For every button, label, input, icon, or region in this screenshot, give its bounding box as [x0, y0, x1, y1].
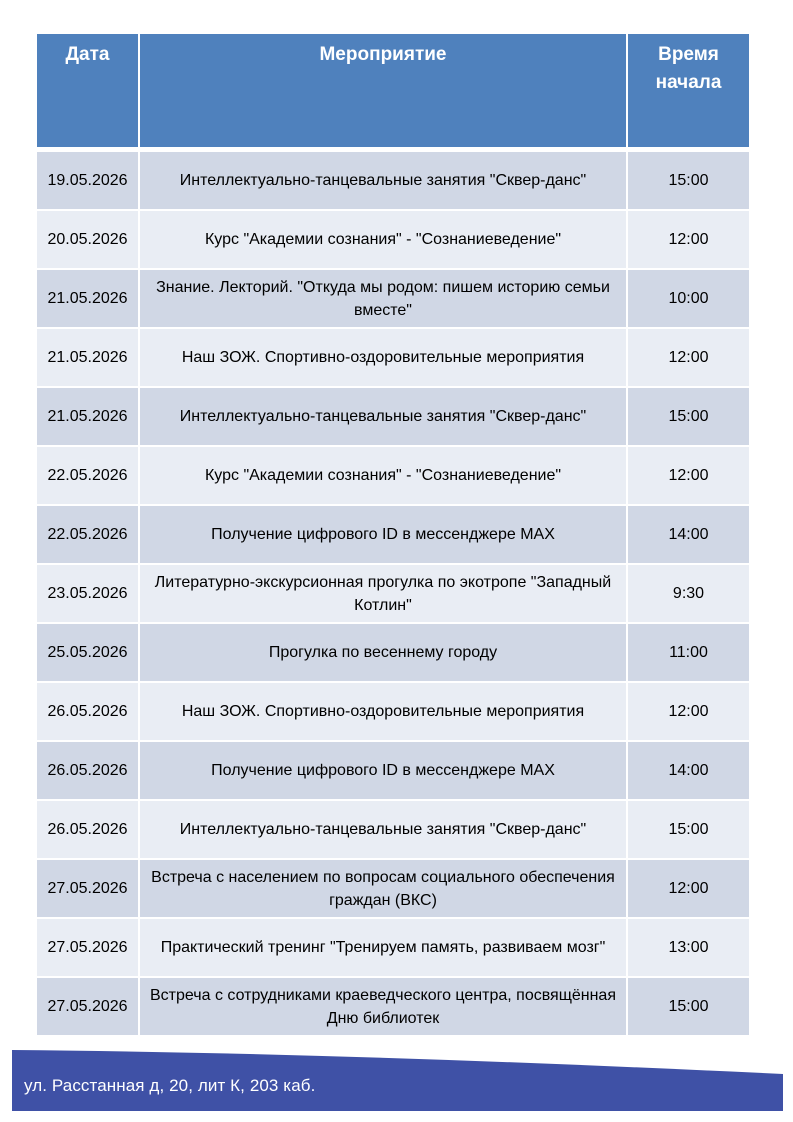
cell-time: 15:00 [668, 998, 709, 1015]
cell-date: 21.05.2026 [37, 388, 140, 445]
cell-event: Знание. Лекторий. "Откуда мы родом: пишем историю семьи вместе" [140, 270, 628, 327]
cell-time: 12:00 [668, 349, 709, 366]
header-time-line1: Время [658, 44, 719, 65]
cell-event: Встреча с населением по вопросам социального обеспечения граждан (ВКС) [140, 860, 628, 917]
cell-event: Получение цифрового ID в мессенджере MAX [140, 506, 628, 563]
cell-time: 10:00 [668, 290, 709, 307]
cell-date: 26.05.2026 [37, 683, 140, 740]
cell-date: 27.05.2026 [37, 919, 140, 976]
cell-date: 26.05.2026 [37, 801, 140, 858]
cell-date: 22.05.2026 [37, 506, 140, 563]
header-event: Мероприятие [140, 34, 628, 147]
table-row [37, 386, 749, 445]
table-header [37, 34, 749, 150]
cell-time: 15:00 [668, 408, 709, 425]
table-row [37, 268, 749, 327]
table-row [37, 327, 749, 386]
cell-event: Прогулка по весеннему городу [140, 624, 628, 681]
table-row [37, 563, 749, 622]
cell-date: 21.05.2026 [37, 270, 140, 327]
table-row [37, 917, 749, 976]
cell-date: 22.05.2026 [37, 447, 140, 504]
cell-date: 27.05.2026 [37, 978, 140, 1035]
cell-time: 12:00 [668, 880, 709, 897]
cell-time: 13:00 [668, 939, 709, 956]
cell-event: Интеллектуально-танцевальные занятия "Сквер-данс" [140, 152, 628, 209]
cell-time: 14:00 [668, 526, 709, 543]
table-row [37, 445, 749, 504]
cell-event: Наш ЗОЖ. Спортивно-оздоровительные мероприятия [140, 683, 628, 740]
table-body [37, 150, 749, 1035]
header-date: Дата [37, 34, 140, 147]
cell-time: 11:00 [669, 644, 708, 661]
table-row [37, 976, 749, 1035]
cell-time: 15:00 [668, 172, 709, 189]
cell-event: Встреча с сотрудниками краеведческого центра, посвящённая Дню библиотек [140, 978, 628, 1035]
header-time-line2: начала [655, 72, 722, 93]
cell-date: 21.05.2026 [37, 329, 140, 386]
cell-event: Интеллектуально-танцевальные занятия "Сквер-данс" [140, 388, 628, 445]
cell-time: 12:00 [668, 703, 709, 720]
table-row [37, 504, 749, 563]
table-row [37, 150, 749, 209]
cell-date: 26.05.2026 [37, 742, 140, 799]
footer-address: ул. Расстанная д, 20, лит К, 203 каб. [24, 1076, 316, 1095]
cell-event: Получение цифрового ID в мессенджере MAX [140, 742, 628, 799]
cell-event: Наш ЗОЖ. Спортивно-оздоровительные мероприятия [140, 329, 628, 386]
table-row [37, 858, 749, 917]
cell-date: 25.05.2026 [37, 624, 140, 681]
cell-time: 14:00 [668, 762, 709, 779]
cell-event: Практический тренинг "Тренируем память, развиваем мозг" [140, 919, 628, 976]
table-row [37, 681, 749, 740]
schedule-table [37, 34, 749, 1035]
table-row [37, 740, 749, 799]
cell-date: 27.05.2026 [37, 860, 140, 917]
cell-time: 15:00 [668, 821, 709, 838]
table-row [37, 799, 749, 858]
cell-time: 12:00 [668, 231, 709, 248]
cell-event: Курс "Академии сознания" - "Сознаниеведение" [140, 211, 628, 268]
cell-event: Курс "Академии сознания" - "Сознаниеведение" [140, 447, 628, 504]
cell-time: 12:00 [668, 467, 709, 484]
table-row [37, 209, 749, 268]
cell-time: 9:30 [672, 585, 705, 602]
cell-event: Интеллектуально-танцевальные занятия "Сквер-данс" [140, 801, 628, 858]
cell-event: Литературно-экскурсионная прогулка по экотропе "Западный Котлин" [140, 565, 628, 622]
header-time [628, 34, 749, 147]
table-row [37, 622, 749, 681]
cell-date: 20.05.2026 [37, 211, 140, 268]
footer-banner [12, 1048, 783, 1111]
cell-date: 19.05.2026 [37, 152, 140, 209]
cell-date: 23.05.2026 [37, 565, 140, 622]
